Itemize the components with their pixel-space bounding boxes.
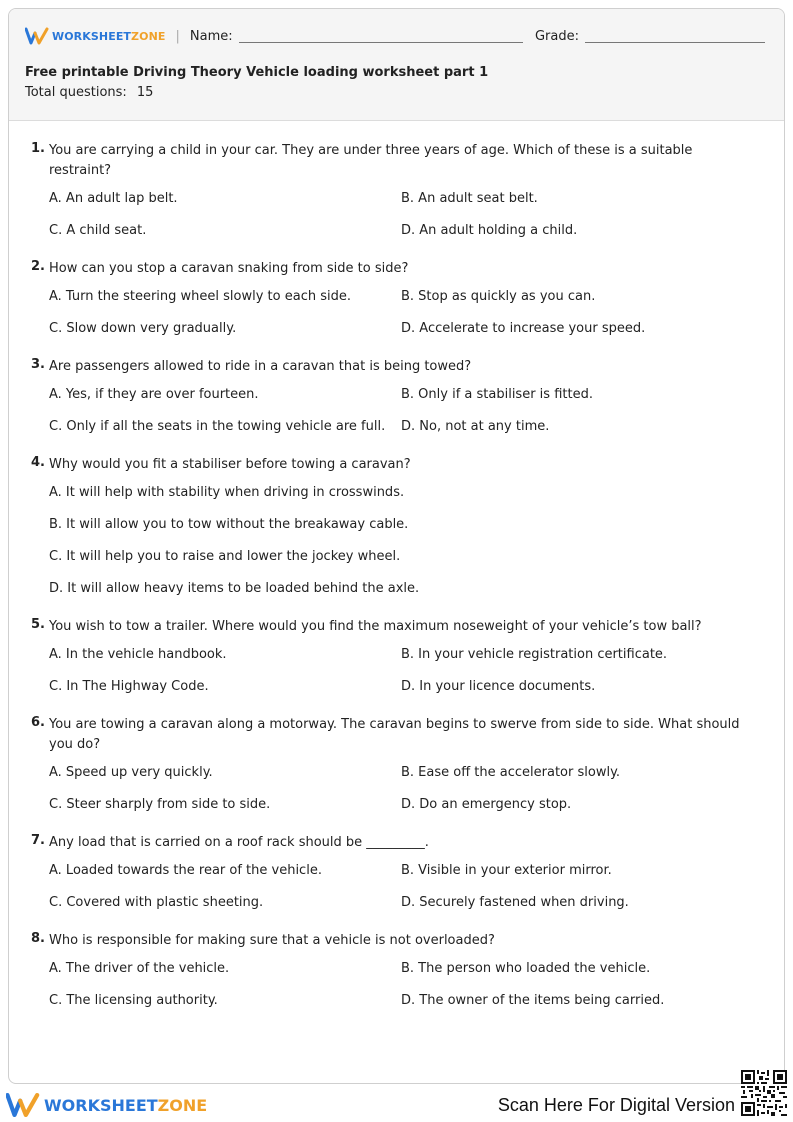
question-text: You are carrying a child in your car. They are under three years of age. Which of these is a suitable restraint? bbox=[49, 143, 693, 178]
answer-option[interactable]: D. An adult holding a child. bbox=[401, 223, 578, 238]
answer-option[interactable]: B. Ease off the accelerator slowly. bbox=[401, 765, 621, 780]
worksheet-header bbox=[9, 9, 784, 121]
answer-option[interactable]: B. The person who loaded the vehicle. bbox=[401, 961, 651, 976]
answer-option[interactable]: C. Only if all the seats in the towing vehicle are full. bbox=[49, 419, 386, 434]
footer-brand-secondary: ZONE bbox=[157, 1095, 208, 1115]
answer-option[interactable]: A. An adult lap belt. bbox=[49, 191, 178, 206]
answer-options bbox=[49, 189, 744, 241]
footer-brand-text bbox=[44, 1096, 207, 1115]
total-questions-count: 15 bbox=[136, 85, 154, 100]
qr-code-icon[interactable] bbox=[741, 1070, 787, 1116]
total-questions bbox=[25, 85, 153, 100]
answer-option[interactable]: B. It will allow you to tow without the breakaway cable. bbox=[49, 517, 409, 532]
header-divider: | bbox=[175, 28, 180, 44]
question-number: 6. bbox=[31, 715, 45, 730]
answer-option[interactable]: C. It will help you to raise and lower the jockey wheel. bbox=[49, 549, 401, 564]
answer-option[interactable]: B. Only if a stabiliser is fitted. bbox=[401, 387, 593, 402]
answer-option[interactable]: B. Visible in your exterior mirror. bbox=[401, 863, 612, 878]
answer-option[interactable]: A. The driver of the vehicle. bbox=[49, 961, 230, 976]
worksheet-sheet bbox=[8, 8, 785, 1084]
question-text: Any load that is carried on a roof rack should be _________. bbox=[49, 835, 429, 850]
answer-option[interactable]: A. Speed up very quickly. bbox=[49, 765, 213, 780]
question-item bbox=[9, 455, 784, 599]
header-topline bbox=[25, 25, 765, 47]
question-text: Why would you fit a stabiliser before towing a caravan? bbox=[49, 457, 411, 472]
answer-options bbox=[49, 959, 744, 1011]
question-item bbox=[9, 931, 784, 1011]
worksheet-title: Free printable Driving Theory Vehicle loading worksheet part 1 bbox=[25, 65, 489, 80]
answer-option[interactable]: B. An adult seat belt. bbox=[401, 191, 538, 206]
answer-options bbox=[49, 385, 744, 437]
answer-option[interactable]: C. Steer sharply from side to side. bbox=[49, 797, 271, 812]
answer-option[interactable]: D. Securely fastened when driving. bbox=[401, 895, 629, 910]
question-text: How can you stop a caravan snaking from side to side? bbox=[49, 261, 409, 276]
answer-option[interactable]: A. It will help with stability when driving in crosswinds. bbox=[49, 485, 405, 500]
name-label: Name: bbox=[189, 28, 233, 44]
answer-option[interactable]: D. In your licence documents. bbox=[401, 679, 596, 694]
answer-option[interactable]: C. Slow down very gradually. bbox=[49, 321, 237, 336]
header-brand-secondary: ZONE bbox=[131, 29, 166, 43]
answer-option[interactable]: A. Yes, if they are over fourteen. bbox=[49, 387, 259, 402]
answer-options bbox=[49, 287, 744, 339]
footer-brand-logo bbox=[6, 1092, 207, 1118]
question-item bbox=[9, 715, 784, 815]
grade-group bbox=[535, 29, 765, 44]
question-item bbox=[9, 617, 784, 697]
question-item bbox=[9, 833, 784, 913]
total-questions-label: Total questions: bbox=[25, 85, 127, 100]
question-number: 4. bbox=[31, 455, 45, 470]
grade-field[interactable] bbox=[585, 29, 765, 43]
answer-option[interactable]: A. Turn the steering wheel slowly to each side. bbox=[49, 289, 351, 304]
answer-option[interactable]: C. The licensing authority. bbox=[49, 993, 218, 1008]
header-brand-primary: WORKSHEET bbox=[52, 29, 132, 43]
worksheetzone-w-logo-icon bbox=[6, 1092, 40, 1118]
answer-options bbox=[49, 861, 744, 913]
question-text: Are passengers allowed to ride in a caravan that is being towed? bbox=[49, 359, 472, 374]
grade-label: Grade: bbox=[534, 28, 579, 44]
footer-brand-primary: WORKSHEET bbox=[44, 1095, 158, 1115]
answer-option[interactable]: D. Do an emergency stop. bbox=[401, 797, 572, 812]
question-text: You wish to tow a trailer. Where would you find the maximum noseweight of your vehicle’s tow ball? bbox=[49, 619, 702, 634]
question-number: 5. bbox=[31, 617, 45, 632]
answer-option[interactable]: A. In the vehicle handbook. bbox=[49, 647, 227, 662]
question-number: 3. bbox=[31, 357, 45, 372]
question-item bbox=[9, 141, 784, 241]
answer-option[interactable]: A. Loaded towards the rear of the vehicle. bbox=[49, 863, 322, 878]
worksheetzone-w-logo-icon bbox=[25, 27, 49, 45]
answer-option[interactable]: C. A child seat. bbox=[49, 223, 147, 238]
answer-option[interactable]: D. The owner of the items being carried. bbox=[401, 993, 665, 1008]
question-number: 8. bbox=[31, 931, 45, 946]
answer-options bbox=[49, 763, 744, 815]
question-text: You are towing a caravan along a motorway. The caravan begins to swerve from side to side. What should you do? bbox=[49, 717, 740, 752]
question-text: Who is responsible for making sure that a vehicle is not overloaded? bbox=[49, 933, 495, 948]
answer-option[interactable]: C. Covered with plastic sheeting. bbox=[49, 895, 264, 910]
answer-option[interactable]: B. In your vehicle registration certificate. bbox=[401, 647, 668, 662]
answer-options bbox=[49, 645, 744, 697]
question-number: 7. bbox=[31, 833, 45, 848]
header-brand-logo bbox=[25, 25, 166, 47]
answer-options bbox=[49, 483, 744, 599]
answer-option[interactable]: D. Accelerate to increase your speed. bbox=[401, 321, 646, 336]
question-number: 2. bbox=[31, 259, 45, 274]
answer-option[interactable]: C. In The Highway Code. bbox=[49, 679, 209, 694]
question-item bbox=[9, 357, 784, 437]
question-list bbox=[9, 141, 784, 1029]
answer-option[interactable]: B. Stop as quickly as you can. bbox=[401, 289, 596, 304]
header-brand-text bbox=[52, 30, 166, 43]
scan-text: Scan Here For Digital Version bbox=[497, 1095, 735, 1115]
question-item bbox=[9, 259, 784, 339]
answer-option[interactable]: D. It will allow heavy items to be loaded behind the axle. bbox=[49, 581, 420, 596]
question-number: 1. bbox=[31, 141, 45, 156]
name-field[interactable] bbox=[239, 29, 523, 43]
answer-option[interactable]: D. No, not at any time. bbox=[401, 419, 550, 434]
page-footer bbox=[0, 1088, 793, 1122]
